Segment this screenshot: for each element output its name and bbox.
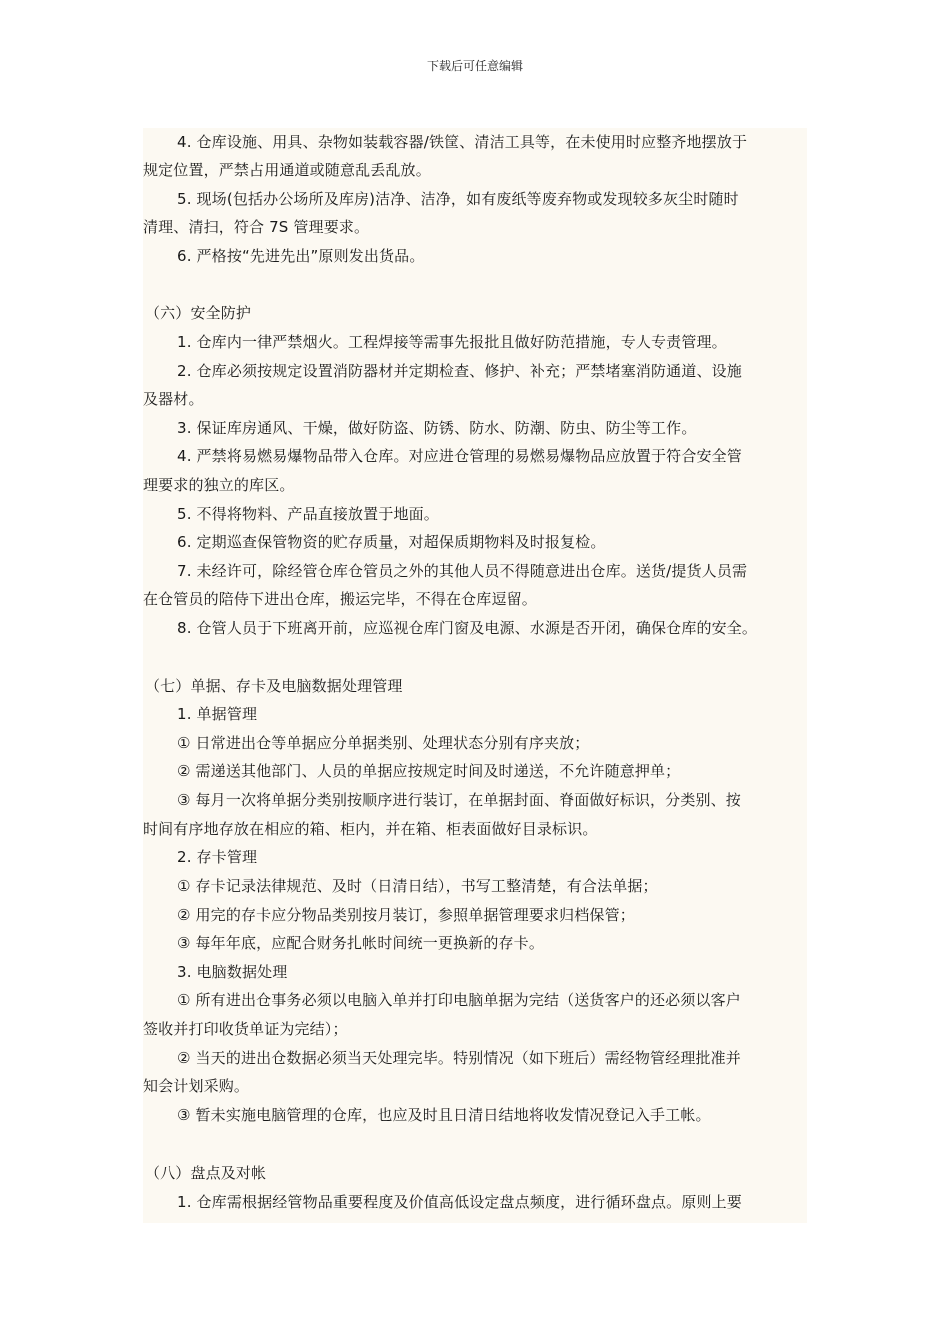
list-item: 时间有序地存放在相应的箱、柜内，并在箱、柜表面做好目录标识。	[143, 820, 598, 838]
paragraph-line: 3. 保证库房通风、干燥，做好防盗、防锈、防水、防潮、防虫、防尘等工作。	[177, 419, 697, 437]
section-heading: （七）单据、存卡及电脑数据处理管理	[145, 677, 403, 695]
section-heading: （八）盘点及对帐	[145, 1164, 267, 1182]
list-item: ② 当天的进出仓数据必须当天处理完毕。特别情况（如下班后）需经物管经理批准并	[177, 1049, 741, 1067]
paragraph-line: 及器材。	[143, 390, 204, 408]
subsection-heading: 3. 电脑数据处理	[177, 963, 288, 981]
list-item: ③ 暂未实施电脑管理的仓库，也应及时且日清日结地将收发情况登记入手工帐。	[177, 1106, 711, 1124]
subsection-heading: 1. 单据管理	[177, 705, 258, 723]
paragraph-line: 1. 仓库需根据经管物品重要程度及价值高低设定盘点频度，进行循环盘点。原则上要	[177, 1193, 742, 1211]
subsection-heading: 2. 存卡管理	[177, 848, 258, 866]
list-item: ② 需递送其他部门、人员的单据应按规定时间及时递送，不允许随意押单；	[177, 762, 681, 780]
paragraph-line: 1. 仓库内一律严禁烟火。工程焊接等需事先报批且做好防范措施，专人专责管理。	[177, 333, 727, 351]
list-item: 签收并打印收货单证为完结）；	[143, 1020, 348, 1038]
paragraph-line: 2. 仓库必须按规定设置消防器材并定期检查、修护、补充；严禁堵塞消防通道、设施	[177, 362, 742, 380]
paragraph-line: 5. 现场(包括办公场所及库房)洁净、洁净，如有废纸等废弃物或发现较多灰尘时随时	[177, 190, 739, 208]
list-item: 知会计划采购。	[143, 1077, 250, 1095]
paragraph-line: 4. 仓库设施、用具、杂物如装载容器/铁筐、清洁工具等，在未使用时应整齐地摆放于	[177, 133, 748, 151]
paragraph-line: 6. 严格按“先进先出”原则发出货品。	[177, 247, 425, 265]
list-item: ③ 每月一次将单据分类别按顺序进行装订，在单据封面、脊面做好标识，分类别、按	[177, 791, 741, 809]
page-header: 下载后可任意编辑	[426, 59, 523, 73]
list-item: ① 日常进出仓等单据应分单据类别、处理状态分别有序夹放；	[177, 734, 590, 752]
paragraph-line: 理要求的独立的库区。	[143, 476, 295, 494]
paragraph-line: 6. 定期巡查保管物资的贮存质量，对超保质期物料及时报复检。	[177, 533, 606, 551]
list-item: ① 所有进出仓事务必须以电脑入单并打印电脑单据为完结（送货客户的还必须以客户	[177, 991, 741, 1009]
list-item: ① 存卡记录法律规范、及时（日清日结），书写工整清楚，有合法单据；	[177, 877, 658, 895]
paragraph-line: 在仓管员的陪侍下进出仓库，搬运完毕，不得在仓库逗留。	[143, 590, 537, 608]
paragraph-line: 7. 未经许可，除经管仓库仓管员之外的其他人员不得随意进出仓库。送货/提货人员需	[177, 562, 748, 580]
paragraph-line: 规定位置，严禁占用通道或随意乱丢乱放。	[143, 161, 431, 179]
paragraph-line: 8. 仓管人员于下班离开前，应巡视仓库门窗及电源、水源是否开闭，确保仓库的安全。	[177, 619, 758, 637]
list-item: ③ 每年年底，应配合财务扎帐时间统一更换新的存卡。	[177, 934, 544, 952]
document-body	[143, 128, 807, 1223]
paragraph-line: 5. 不得将物料、产品直接放置于地面。	[177, 505, 439, 523]
section-heading: （六）安全防护	[145, 304, 252, 322]
paragraph-line: 清理、清扫，符合 7S 管理要求。	[143, 218, 370, 236]
paragraph-line: 4. 严禁将易燃易爆物品带入仓库。对应进仓管理的易燃易爆物品应放置于符合安全管	[177, 447, 742, 465]
list-item: ② 用完的存卡应分物品类别按月装订，参照单据管理要求归档保管；	[177, 906, 635, 924]
